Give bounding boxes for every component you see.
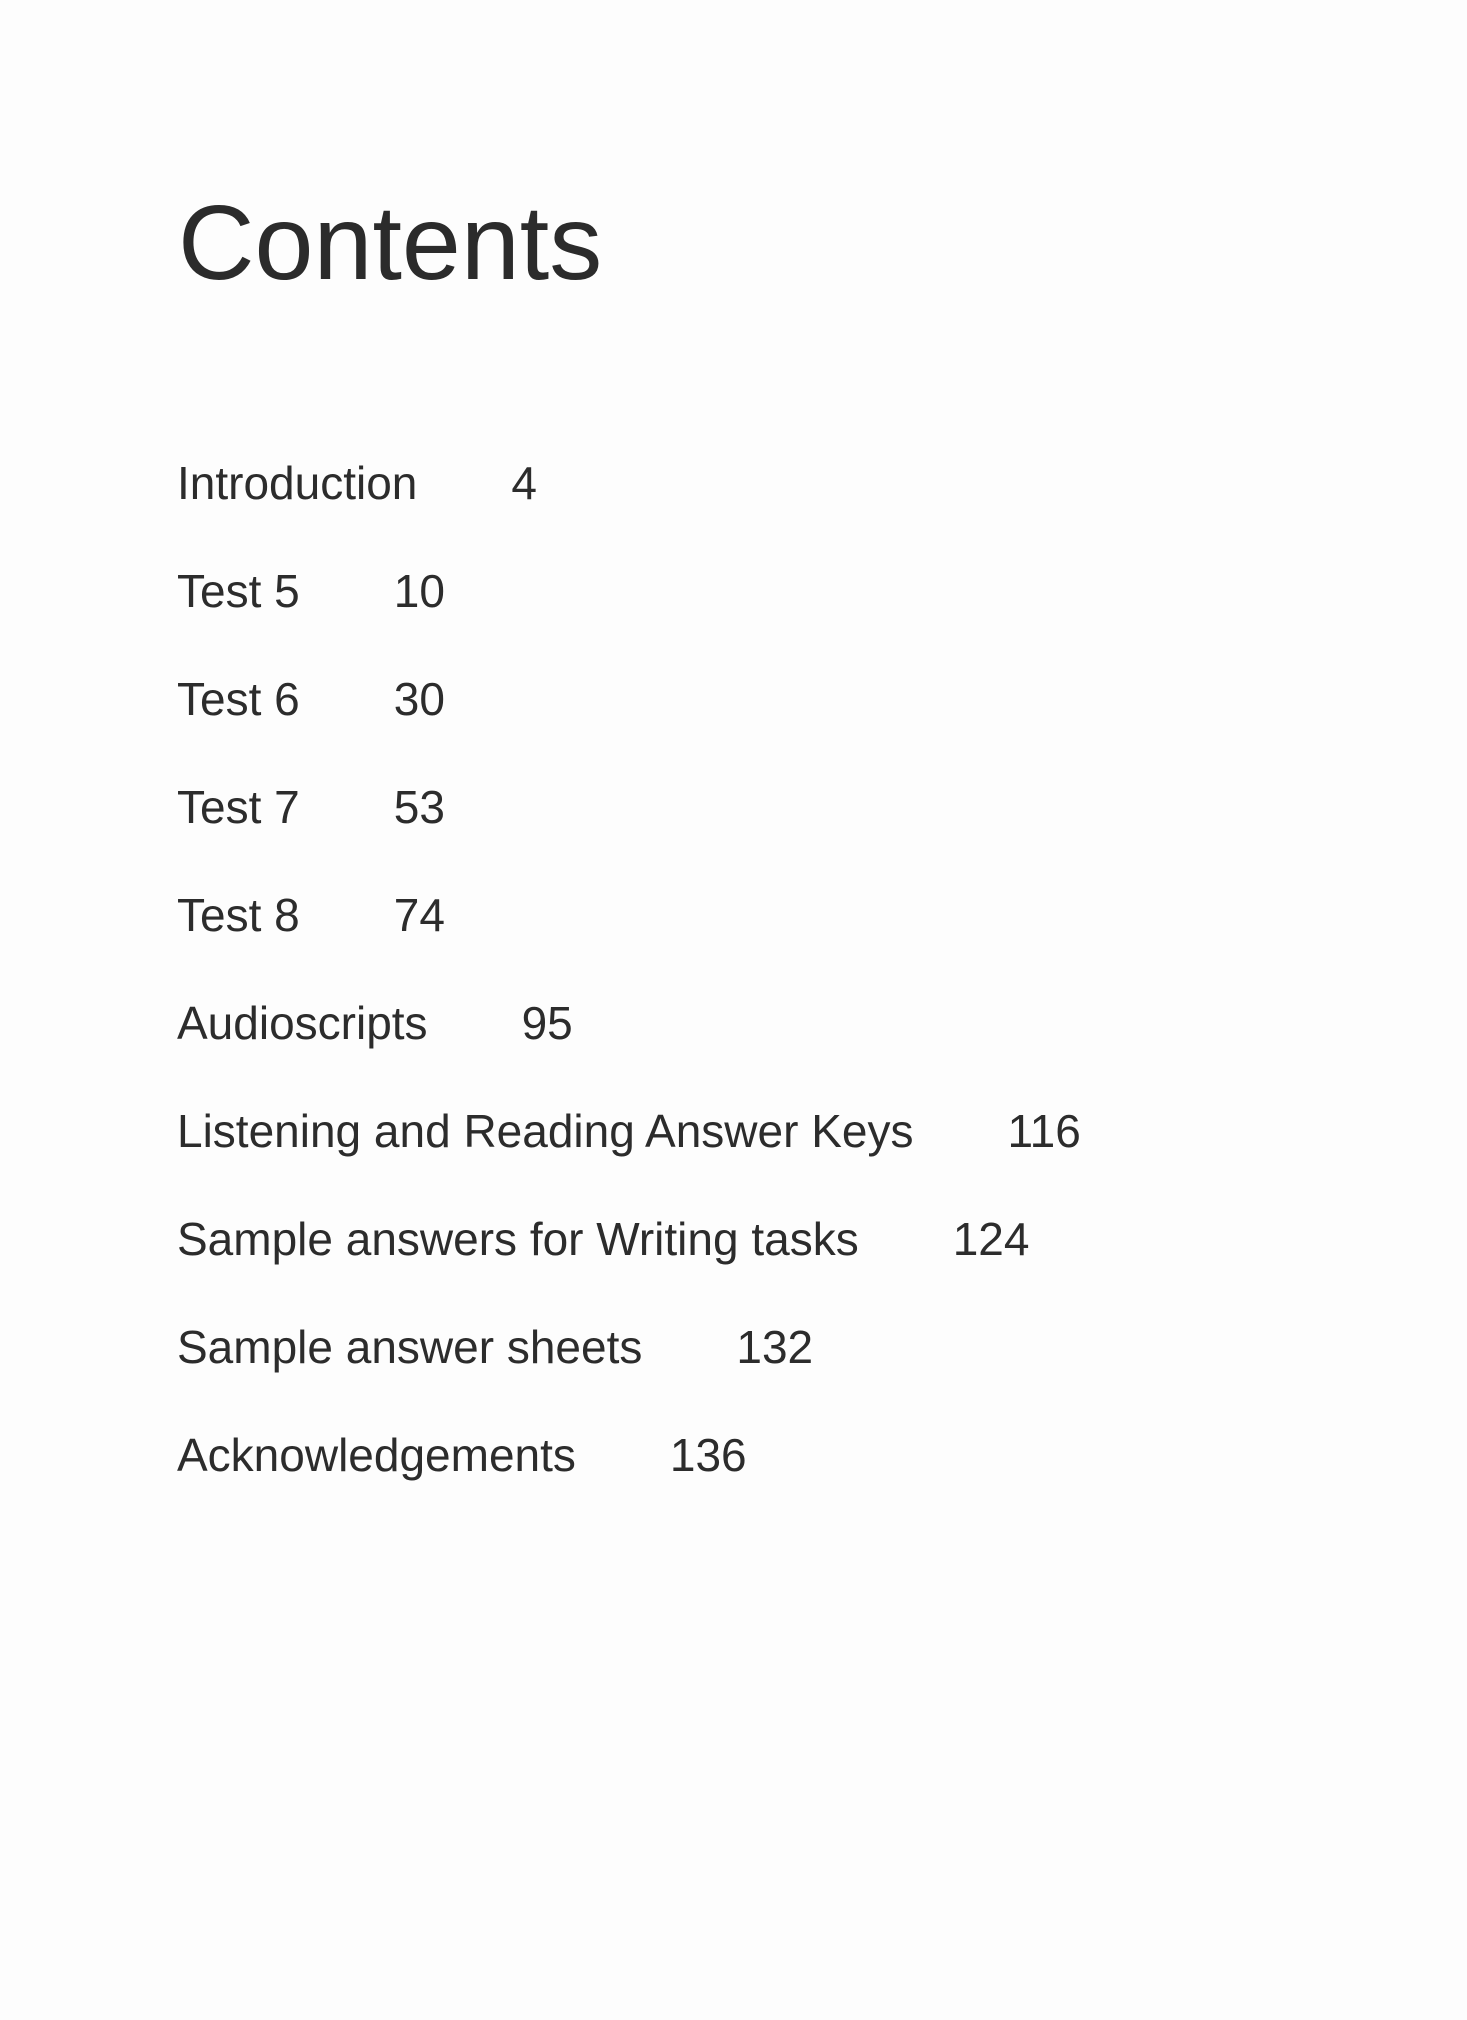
toc-entry-acknowledgements — [177, 1428, 1081, 1536]
toc-entry-test-5 — [177, 564, 1081, 672]
toc-entry-audioscripts — [177, 996, 1081, 1104]
toc-entry-page-number: 132 — [736, 1321, 814, 1373]
toc-entry-answer-keys — [177, 1104, 1081, 1212]
toc-entry-answer-sheets — [177, 1320, 1081, 1428]
toc-entry-label: Test 7 — [177, 781, 300, 833]
page-title: Contents — [178, 184, 603, 302]
toc-entry-label: Acknowledgements — [177, 1429, 576, 1481]
toc-entry-page-number: 10 — [393, 565, 445, 617]
toc-entry-page-number: 136 — [669, 1429, 747, 1481]
toc-entry-page-number: 30 — [393, 673, 445, 725]
toc-entry-label: Listening and Reading Answer Keys — [177, 1105, 914, 1157]
toc-entry-label: Sample answers for Writing tasks — [177, 1213, 859, 1265]
toc-entry-page-number: 124 — [952, 1213, 1030, 1265]
toc-entry-page-number: 4 — [511, 457, 537, 509]
toc-entry-test-8 — [177, 888, 1081, 996]
toc-entry-label: Test 6 — [177, 673, 300, 725]
toc-entry-writing-samples — [177, 1212, 1081, 1320]
toc-entry-test-7 — [177, 780, 1081, 888]
toc-entry-page-number: 53 — [393, 781, 445, 833]
toc-entry-page-number: 95 — [521, 997, 573, 1049]
table-of-contents — [177, 456, 1081, 1536]
toc-entry-label: Test 5 — [177, 565, 300, 617]
toc-entry-page-number: 74 — [393, 889, 445, 941]
toc-entry-page-number: 116 — [1007, 1105, 1081, 1157]
toc-entry-introduction — [177, 456, 1081, 564]
toc-entry-test-6 — [177, 672, 1081, 780]
toc-entry-label: Sample answer sheets — [177, 1321, 643, 1373]
toc-entry-label: Introduction — [177, 457, 418, 509]
toc-entry-label: Test 8 — [177, 889, 300, 941]
toc-entry-label: Audioscripts — [177, 997, 428, 1049]
